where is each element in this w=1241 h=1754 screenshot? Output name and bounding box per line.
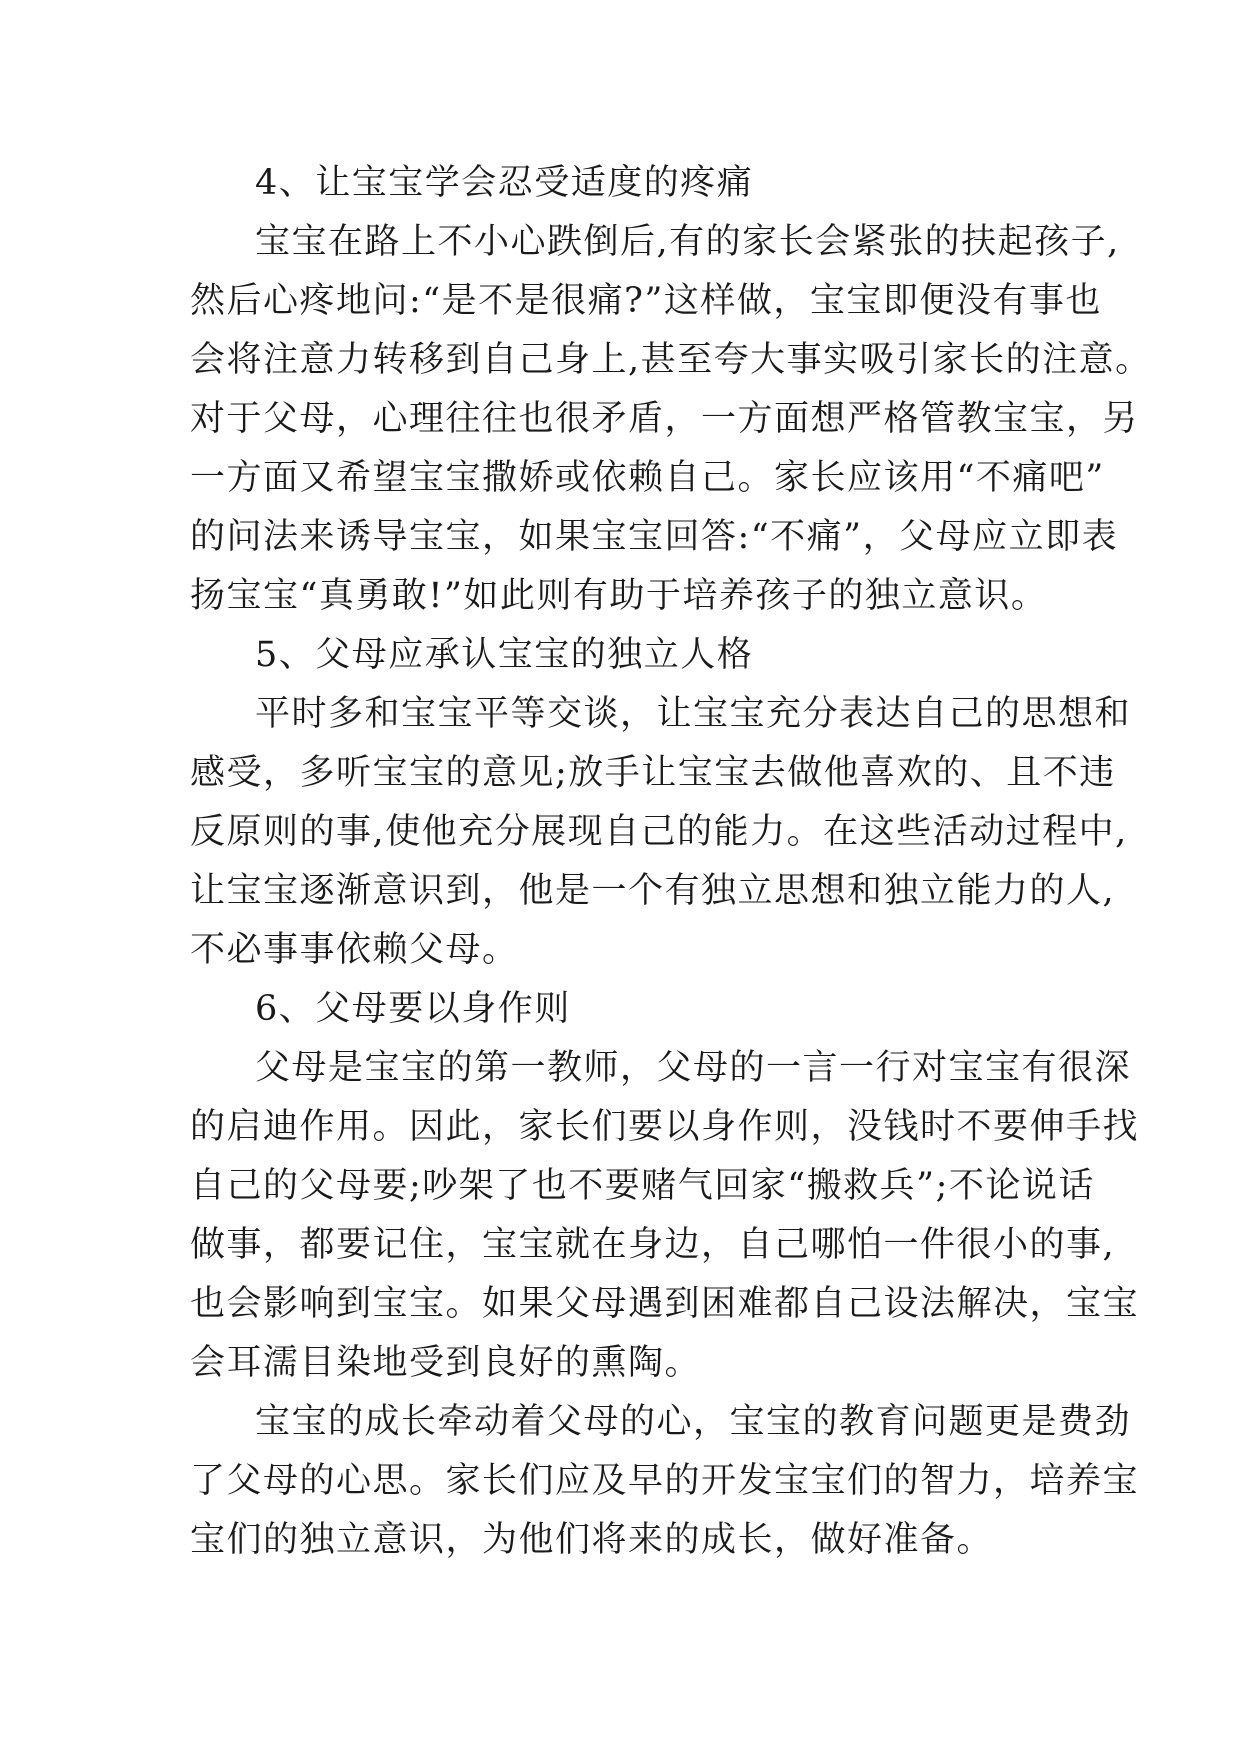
paragraph-line: 然后心疼地问:“是不是很痛?”这样做，宝宝即便没有事也 [190,281,1102,321]
paragraph-line: 也会影响到宝宝。如果父母遇到困难都自己设法解决，宝宝 [190,1284,1140,1324]
paragraph-line: 了父母的心思。家长们应及早的开发宝宝们的智力，培养宝 [190,1461,1140,1501]
heading-6: 6、父母要以身作则 [255,989,571,1029]
heading-5: 5、父母应承认宝宝的独立人格 [255,635,754,675]
paragraph-line: 宝宝的成长牵动着父母的心，宝宝的教育问题更是费劲 [255,1402,1132,1442]
paragraph-line: 的启迪作用。因此，家长们要以身作则，没钱时不要伸手找 [190,1107,1140,1147]
paragraph-line: 会耳濡目染地受到良好的熏陶。 [190,1343,702,1383]
paragraph-line: 的问法来诱导宝宝，如果宝宝回答:“不痛”，父母应立即表 [190,517,1119,557]
paragraph-line: 会将注意力转移到自己身上,甚至夸大事实吸引家长的注意。 [190,340,1152,380]
paragraph-line: 一方面又希望宝宝撒娇或依赖自己。家长应该用“不痛吧” [190,458,1105,498]
paragraph-line: 对于父母，心理往往也很矛盾，一方面想严格管教宝宝，另 [190,399,1140,439]
paragraph-line: 反原则的事,使他充分展现自己的能力。在这些活动过程中, [190,812,1128,852]
paragraph-line: 让宝宝逐渐意识到，他是一个有独立思想和独立能力的人, [190,871,1116,911]
paragraph-line: 扬宝宝“真勇敢!”如此则有助于培养孩子的独立意识。 [190,576,1048,616]
heading-4: 4、让宝宝学会忍受适度的疼痛 [255,163,754,203]
paragraph-line: 自己的父母要;吵架了也不要赌气回家“搬救兵”;不论说话 [190,1166,1095,1206]
paragraph-line: 平时多和宝宝平等交谈，让宝宝充分表达自己的思想和 [255,694,1132,734]
paragraph-line: 感受，多听宝宝的意见;放手让宝宝去做他喜欢的、且不违 [190,753,1116,793]
paragraph-line: 父母是宝宝的第一教师，父母的一言一行对宝宝有很深 [255,1048,1132,1088]
paragraph-line: 宝们的独立意识，为他们将来的成长，做好准备。 [190,1520,994,1560]
paragraph-line: 宝宝在路上不小心跌倒后,有的家长会紧张的扶起孩子, [255,222,1120,262]
paragraph-line: 不必事事依赖父母。 [190,930,519,970]
paragraph-line: 做事，都要记住，宝宝就在身边，自己哪怕一件很小的事, [190,1225,1116,1265]
